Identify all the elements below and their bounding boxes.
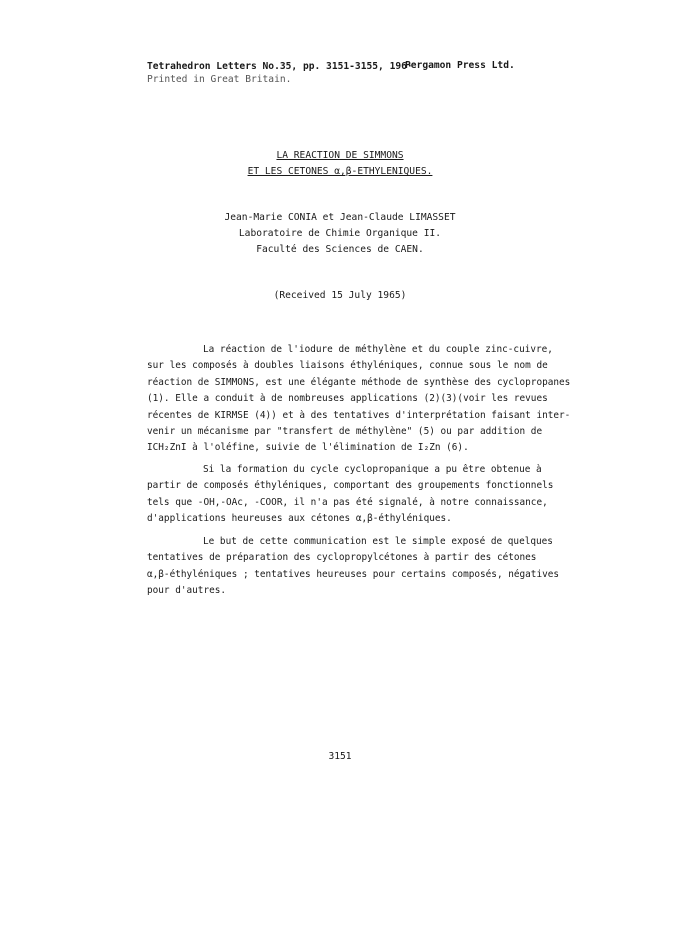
paragraph-line: tentatives de préparation des cyclopropylcétones à partir des cétones — [147, 552, 537, 564]
paragraph-line: pour d'autres. — [147, 585, 227, 597]
paragraph-2 — [147, 462, 554, 528]
paragraph-line: La réaction de l'iodure de méthylène et du couple zinc-cuivre, — [203, 344, 553, 355]
paragraph-line: partir de composés éthyléniques, comportant des groupements fonctionnels — [147, 480, 554, 492]
paragraph-line: réaction de SIMMONS, est une élégante méthode de synthèse des cyclopropanes — [147, 376, 571, 388]
paragraph-line: ICH₂ZnI à l'oléfine, suivie de l'élimination de I₂Zn (6). — [147, 442, 469, 454]
title-line-1: LA REACTION DE SIMMONS — [276, 150, 404, 161]
paragraph-3 — [147, 534, 560, 600]
printed-notice: Printed in Great Britain. — [147, 74, 292, 85]
paragraph-line: (1). Elle a conduit à de nombreuses applications (2)(3)(voir les revues — [147, 393, 548, 405]
paragraph-line: Le but de cette communication est le simple exposé de quelques — [203, 536, 553, 547]
laboratory-affiliation: Laboratoire de Chimie Organique II. — [238, 228, 442, 239]
author-names: Jean-Marie CONIA et Jean-Claude LIMASSET — [224, 212, 456, 223]
paragraph-1 — [147, 342, 571, 457]
faculty-affiliation: Faculté des Sciences de CAEN. — [256, 244, 424, 255]
received-date: (Received 15 July 1965) — [273, 290, 407, 301]
page-number: 3151 — [328, 751, 352, 762]
paragraph-line: tels que -OH,-OAc, -COOR, il n'a pas été signalé, à notre connaissance, — [147, 496, 548, 508]
paragraph-line: venir un mécanisme par "transfert de méthylène" (5) ou par addition de — [147, 426, 543, 438]
paragraph-line: récentes de KIRMSE (4)) et à des tentatives d'interprétation faisant inter- — [147, 409, 571, 421]
publisher-name: Pergamon Press Ltd. — [405, 60, 515, 71]
paragraph-line: α,β-éthyléniques ; tentatives heureuses pour certains composés, négatives — [147, 568, 560, 580]
title-line-2: ET LES CETONES α,β-ETHYLENIQUES. — [247, 166, 433, 177]
paragraph-line: d'applications heureuses aux cétones α,β-éthyléniques. — [147, 513, 452, 525]
paragraph-line: Si la formation du cycle cyclopropanique a pu être obtenue à — [203, 464, 542, 475]
journal-citation: Tetrahedron Letters No.35, pp. 3151-3155, 196· — [147, 61, 413, 72]
paragraph-line: sur les composés à doubles liaisons éthyléniques, connue sous le nom de — [147, 360, 548, 372]
